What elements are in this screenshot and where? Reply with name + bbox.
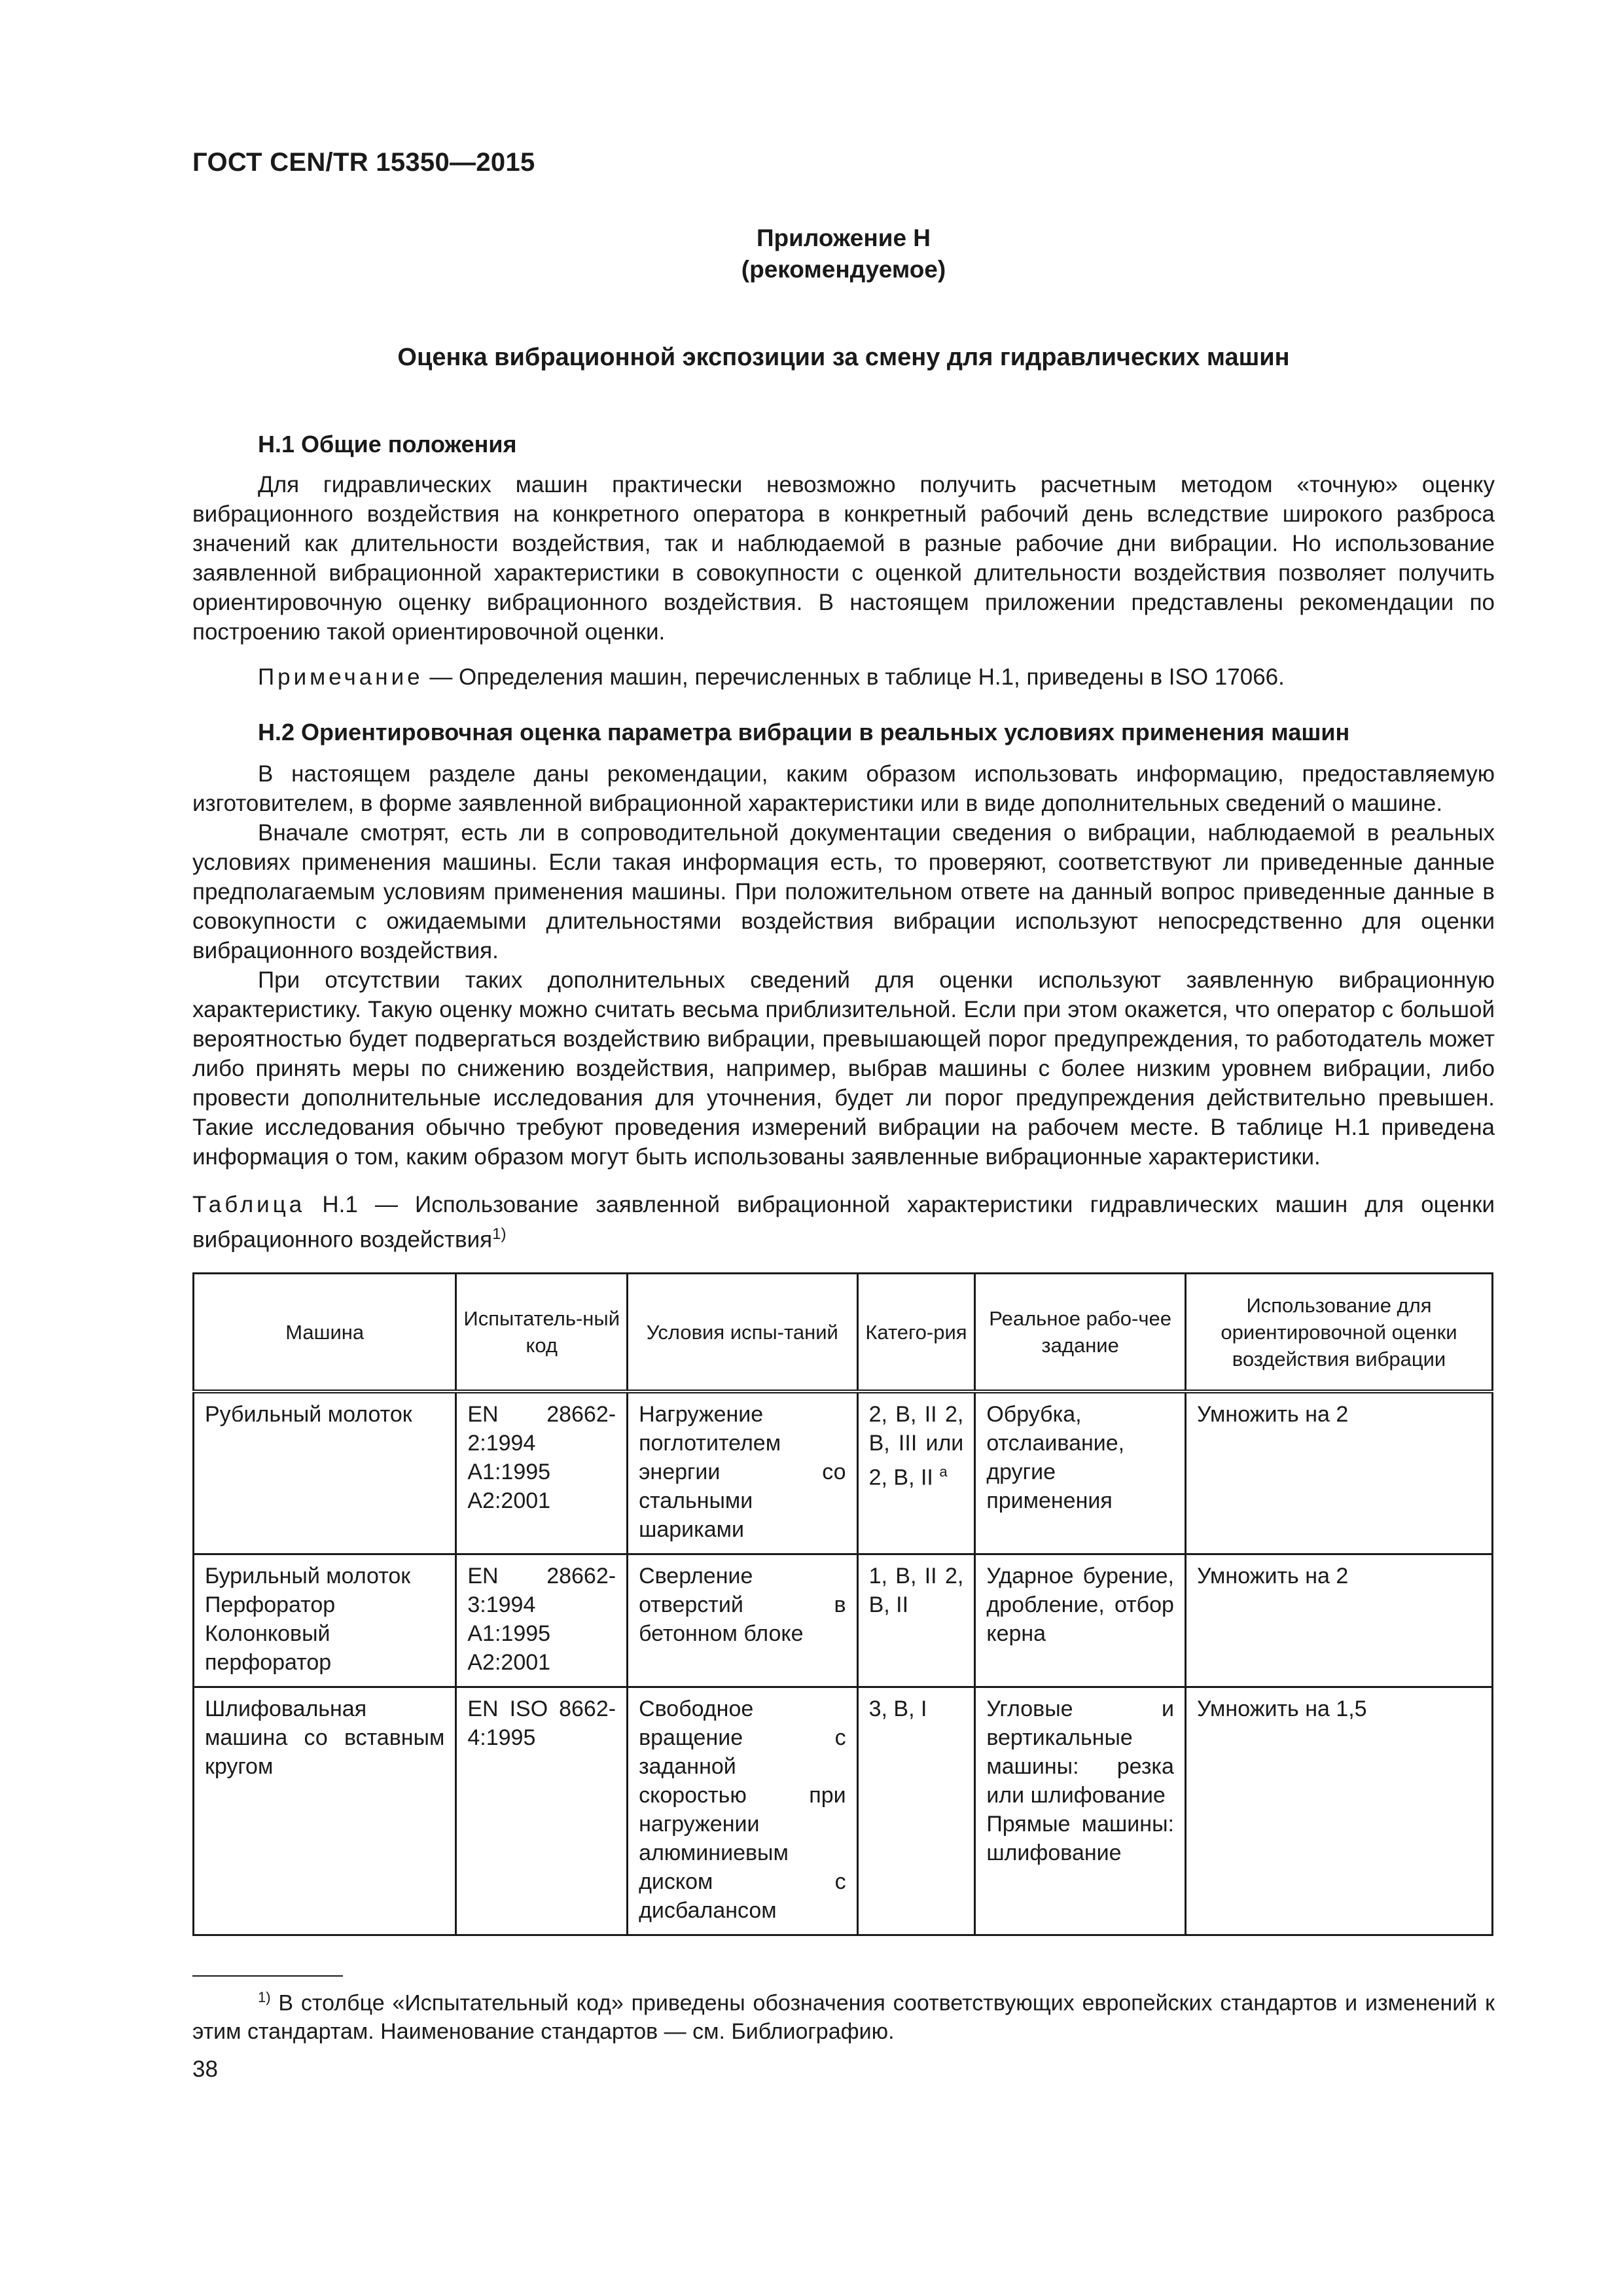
cell-category [857, 1687, 975, 1935]
machine-name: Колонковый перфоратор [205, 1621, 332, 1675]
appendix-title: Приложение Н [756, 224, 931, 251]
main-title: Оценка вибрационной экспозиции за смену для гидравлических машин [397, 344, 1290, 371]
table-caption [192, 1190, 1495, 1255]
cell-usage [1185, 1554, 1492, 1687]
table-row [194, 1391, 1493, 1554]
test-code-line: A2:2001 [467, 1650, 551, 1675]
section-2-body [192, 759, 1495, 1172]
machine-name: Шлифовальная машина со вставным кругом [205, 1696, 445, 1779]
cell-machine [194, 1391, 456, 1554]
cell-machine [194, 1687, 456, 1935]
test-code-line: EN 28662-3:1994 [467, 1564, 616, 1617]
section-1-body [192, 470, 1495, 647]
footnote-mark: 1) [258, 1989, 271, 2005]
usage-text: Умножить на 2 [1196, 1402, 1349, 1427]
category-text: 1, B, II 2, B, II [868, 1564, 964, 1617]
real-task-text: Обрубка, отслаивание, другие применения [986, 1402, 1125, 1513]
cell-machine [194, 1554, 456, 1687]
cell-real-task [975, 1687, 1186, 1935]
section-2-paragraph: Вначале смотрят, есть ли в сопроводительной документации сведения о вибрации, наблюдаемой в реальных условиях применения машины. Если такая информация есть, то проверяют, соответствуют ли приведенные данные предполагаемым условиям применения машины. При положительном ответе на данный вопрос приведенные данные в совокупности с ожидаемыми длительностями воздействия вибрации используют непосредственно для оценки вибрационного воздействия. [192, 820, 1495, 963]
table-caption-label: Таблица [192, 1192, 306, 1217]
footnote-text: В столбце «Испытательный код» приведены обозначения соответствующих европейских стандартов и изменений к этим стандартам. Наименование стандартов — см. Библиографию. [192, 1990, 1495, 2045]
machine-name: Рубильный молоток [205, 1402, 412, 1427]
section-1-heading: Н.1 Общие положения [258, 431, 517, 457]
machine-name: Бурильный молоток [205, 1564, 411, 1588]
header-test-code: Испытатель-ный код [456, 1274, 628, 1392]
note-text: — Определения машин, перечисленных в таблице Н.1, приведены в ISO 17066. [423, 664, 1285, 690]
header-real-task: Реальное рабо-чее задание [975, 1274, 1186, 1392]
table-caption-footnote-mark: 1) [492, 1225, 507, 1243]
appendix-subtitle: (рекомендуемое) [741, 256, 946, 283]
table-row [194, 1554, 1493, 1687]
data-table [192, 1272, 1493, 1936]
cell-category [857, 1391, 975, 1554]
machine-name: Перфоратор [205, 1592, 336, 1617]
test-conditions-text: Свободное вращение с заданной скоростью при нагружении алюминиевым диском с дисбалансом [639, 1696, 846, 1923]
header-machine: Машина [194, 1274, 456, 1392]
test-conditions-text: Нагружение поглотителем энергии со стальными шариками [639, 1402, 846, 1542]
cell-test-code [456, 1391, 628, 1554]
cell-test-conditions [628, 1687, 858, 1935]
cell-usage [1185, 1391, 1492, 1554]
real-task-text: Ударное бурение, дробление, отбор керна [986, 1564, 1174, 1646]
test-code-line: EN ISO 8662-4:1995 [467, 1696, 616, 1750]
page-number: 38 [192, 2056, 218, 2082]
section-1-paragraph: Для гидравлических машин практически невозможно получить расчетным методом «точную» оценку вибрационного воздействия на конкретного оператора в конкретный рабочий день вследствие широкого разброса значений как длительности воздействия, так и наблюдаемой в разные рабочие дни вибрации. Но использование заявленной вибрационной характеристики в совокупности с оценкой длительности воздействия позволяет получить ориентировочную оценку вибрационного воздействия. В настоящем приложении представлены рекомендации по построению такой ориентировочной оценки. [192, 472, 1495, 645]
cell-test-code [456, 1554, 628, 1687]
appendix-heading [192, 223, 1495, 285]
table-header-row [194, 1274, 1493, 1392]
real-task-text: Прямые машины: шлифование [986, 1812, 1174, 1865]
document-id: ГОСТ CEN/TR 15350—2015 [192, 148, 535, 177]
section-2-heading: Н.2 Ориентировочная оценка параметра вибрации в реальных условиях применения машин [258, 719, 1350, 745]
header-category: Катего-рия [857, 1274, 975, 1392]
usage-text: Умножить на 1,5 [1196, 1696, 1367, 1721]
section-1-note [192, 662, 1495, 692]
header-usage: Использование для ориентировочной оценки воздействия вибрации [1185, 1274, 1492, 1392]
cell-category [857, 1554, 975, 1687]
cell-real-task [975, 1554, 1186, 1687]
cell-test-conditions [628, 1554, 858, 1687]
usage-text: Умножить на 2 [1196, 1564, 1349, 1588]
real-task-text: Угловые и вертикальные машины: резка или шлифование [986, 1696, 1174, 1808]
test-code-line: EN 28662-2:1994 [467, 1402, 616, 1456]
test-conditions-text: Сверление отверстий в бетонном блоке [639, 1564, 846, 1646]
section-2-paragraph: В настоящем разделе даны рекомендации, каким образом использовать информацию, предоставляемую изготовителем, в форме заявленной вибрационной характеристики или в виде дополнительных сведений о машине. [192, 761, 1495, 816]
cell-usage [1185, 1687, 1492, 1935]
table-row [194, 1687, 1493, 1935]
footnote-divider [192, 1975, 343, 1977]
cell-test-code [456, 1687, 628, 1935]
cell-test-conditions [628, 1391, 858, 1554]
test-code-line: A2:2001 [467, 1488, 551, 1513]
cell-real-task [975, 1391, 1186, 1554]
category-text: 2, B, II 2, B, III или 2, B, II [868, 1402, 964, 1490]
test-code-line: A1:1995 [467, 1621, 551, 1646]
footnote [192, 1983, 1495, 2046]
note-label: Примечание [258, 664, 423, 690]
header-test-conditions: Условия испы-таний [628, 1274, 858, 1392]
table-caption-text: Н.1 — Использование заявленной вибрационной характеристики гидравлических машин для оценки вибрационного воздействия [192, 1192, 1495, 1253]
section-2-paragraph: При отсутствии таких дополнительных сведений для оценки используют заявленную вибрационную характеристику. Такую оценку можно считать весьма приблизительной. Если при этом окажется, что оператор с большой вероятностью будет подвергаться воздействию вибрации, превышающей порог предупреждения, то работодатель может либо принять меры по снижению воздействия, например, выбрав машины с более низким уровнем вибрации, либо провести дополнительные исследования для уточнения, будет ли порог предупреждения действительно превышен. Такие исследования обычно требуют проведения измерений вибрации на рабочем месте. В таблице Н.1 приведена информация о том, каким образом могут быть использованы заявленные вибрационные характеристики. [192, 967, 1495, 1170]
category-text: 3, B, I [868, 1696, 927, 1721]
test-code-line: A1:1995 [467, 1460, 551, 1484]
category-footnote-mark: a [939, 1463, 948, 1480]
